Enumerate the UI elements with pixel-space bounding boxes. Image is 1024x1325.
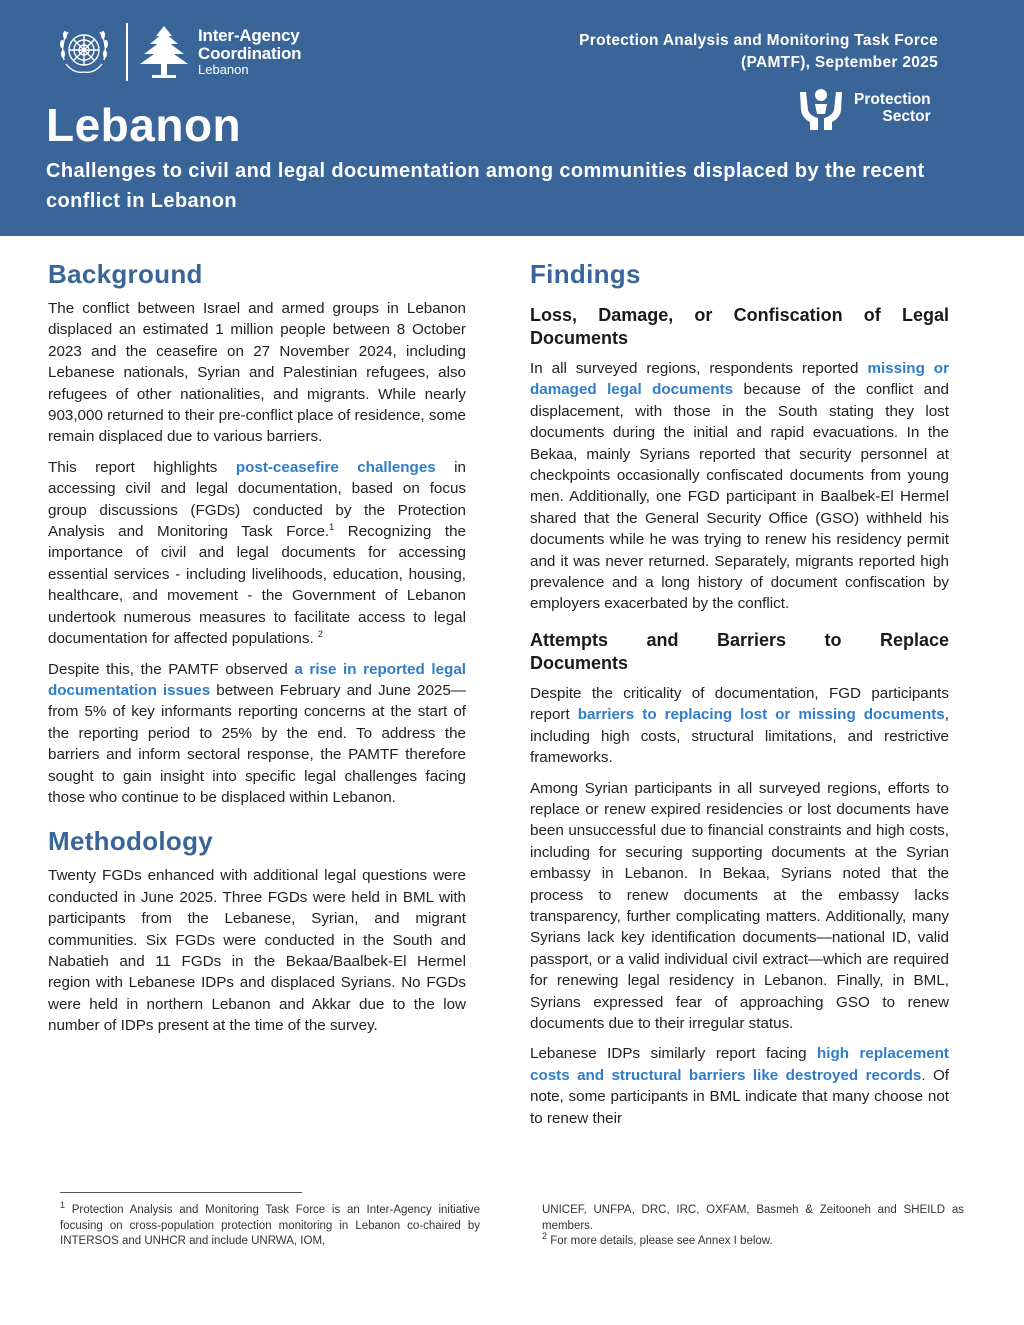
text-span: , including high costs, structural limitations, and restrictive frameworks. — [530, 706, 949, 767]
background-paragraph-2 — [48, 457, 466, 650]
pamtf-label — [579, 30, 938, 74]
footnotes-right — [542, 1203, 964, 1250]
findings-paragraph-3: Among Syrian participants in all surveyed regions, efforts to replace or renew expired residencies or lost documents have been unsuccessful due to financial constraints and high costs, including for securing supporting documents at the Syrian embassy in Lebanon. In Bekaa, Syrians noted that the process to renew documents at the embassy lacks transparency, further complicating matters. Additionally, many Syrians lack key identification documents—national ID, valid passport, or a valid individual civil extract—which are required for renewing legal residency in Lebanon. Finally, in BML, Syrians expressed fear of approaching GSO to renew documents due to their irregular status. — [530, 779, 949, 1032]
logo-group — [52, 22, 301, 82]
right-column — [530, 250, 949, 1138]
report-header — [0, 0, 1024, 236]
methodology-heading: Methodology — [48, 826, 214, 857]
highlight-barriers: barriers to replacing lost or missing documents — [577, 706, 945, 724]
subheading-line: Loss, Damage, or Confiscation of Legal — [530, 305, 949, 325]
pamtf-line2: (PAMTF), September 2025 — [741, 54, 938, 71]
sector-line2: Sector — [882, 108, 931, 125]
text-span: because of the conflict and displacement, with those in the South stating they lost documents during the initial and rapid evacuations. In the Bekaa, mainly Syrians reported that security personnel at checkpoints occasionally confiscated documents from young men. Additionally, one FGD participant in Baalbek-El Hermel shared that the General Security Office (GSO) withheld his documents while he was trying to renew his residency permit and it was never returned. Separately, migrants reported high prevalence and a long history of document confiscation by employers exacerbated by the conflict. — [530, 381, 950, 613]
cedar-tree-icon — [138, 24, 190, 80]
text-span: Lebanese IDPs similarly report facing — [530, 1045, 817, 1063]
sector-line1: Protection — [854, 91, 931, 108]
un-emblem-icon — [52, 20, 116, 84]
protection-hands-icon — [798, 86, 844, 130]
page-title: Lebanon — [46, 99, 242, 151]
highlight-post-ceasefire: post-ceasefire challenges — [235, 458, 436, 476]
footnote-ref-1[interactable]: 1 — [329, 522, 335, 532]
org-line3: Lebanon — [198, 62, 249, 77]
subheading-line: Documents — [530, 328, 629, 348]
iac-logo-text — [198, 27, 301, 77]
left-column — [48, 250, 466, 1046]
text-span: Recognizing the importance of civil and legal documents for accessing essential services - including livelihoods, education, housing, healthcare, and movement - the Government of Lebanon undertook numerous measures to facilitate access to legal documentation for affected populations. — [48, 523, 466, 648]
text-span: . Of note, some participants in BML indicate that many choose not to renew their — [530, 1066, 949, 1127]
footnote-1-left — [60, 1200, 480, 1250]
findings-paragraph-1 — [530, 358, 949, 615]
background-paragraph-3 — [48, 659, 466, 809]
text-span: Despite the criticality of documentation, FGD participants report — [530, 684, 949, 724]
findings-paragraph-4 — [530, 1043, 949, 1129]
protection-sector-logo — [798, 86, 931, 130]
background-heading: Background — [48, 259, 203, 289]
footnote-2 — [542, 1231, 964, 1250]
org-line1: Inter-Agency — [198, 26, 300, 45]
highlight-legal-issues: a rise in reported legal documentation issues — [48, 660, 466, 699]
footnote-number: 2 — [542, 1231, 548, 1242]
findings-heading: Findings — [530, 259, 641, 289]
background-paragraph-1: The conflict between Israel and armed groups in Lebanon displaced an estimated 1 million people between 8 October 2023 and the ceasefire on 27 November 2024, including Lebanese nationals, Syrian and Palestinian refugees, also refugees of other nationalities, and migrants. While nearly 903,000 returned to their pre-conflict place of residence, some remain displaced due to various barriers. — [48, 300, 466, 446]
highlight-missing-documents: missing or damaged legal documents — [530, 360, 949, 399]
footnote-divider — [60, 1192, 302, 1193]
subheading-line: Attempts and Barriers to Replace — [530, 629, 949, 650]
page-subtitle: Challenges to civil and legal documentation among communities displaced by the recent conflict in Lebanon — [46, 160, 925, 212]
highlight-replacement-costs: high replacement costs and structural barriers like destroyed records — [530, 1045, 949, 1084]
text-span: Despite this, the PAMTF observed — [48, 660, 295, 678]
org-line2: Coordination — [198, 44, 302, 63]
footnote-text: Protection Analysis and Monitoring Task Force is an Inter-Agency initiative focusing on cross-population protection monitoring in Lebanon co-chaired by INTERSOS and UNHCR and include UNRWA, IOM, — [60, 1204, 480, 1247]
protection-sector-text — [854, 91, 931, 125]
findings-subheading-2 — [530, 629, 949, 675]
findings-subheading-1 — [530, 304, 949, 350]
findings-paragraph-2 — [530, 683, 949, 769]
footnote-number: 1 — [60, 1200, 66, 1211]
text-span: This report highlights — [48, 458, 236, 476]
footnote-ref-2[interactable]: 2 — [317, 629, 323, 640]
text-span: In all surveyed regions, respondents reported — [530, 360, 868, 377]
pamtf-line1: Protection Analysis and Monitoring Task Force — [579, 32, 938, 49]
methodology-paragraph: Twenty FGDs enhanced with additional legal questions were conducted in June 2025. Three FGDs were held in BML with participants from the Lebanese, Syrian, and migrant communities. Six FGDs were conducted in the South and Nabatieh and 11 FGDs in the Bekaa/Baalbek-El Hermel region with Lebanese IDPs and displaced Syrians. No FGDs were held in northern Lebanon and Akkar due to the low number of IDPs present at the time of the survey. — [48, 867, 466, 1035]
footnote-text: For more details, please see Annex I below. — [547, 1235, 773, 1247]
logo-divider — [126, 23, 128, 81]
subheading-line: Documents — [530, 652, 629, 673]
text-span: in accessing civil and legal documentation, based on focus group discussions (FGDs) conducted by the Protection Analysis and Monitoring Task Force. — [48, 458, 466, 541]
text-span: between February and June 2025—from 5% of key informants reporting concerns at the start of the reporting period to 25% by the end. To address the barriers and inform sectoral response, the PAMTF therefore sought to gain insight into specific legal challenges facing those who continue to be displaced within Lebanon. — [48, 681, 466, 806]
footnote-1-continued: UNICEF, UNFPA, DRC, IRC, OXFAM, Basmeh & Zeitooneh and SHEILD as members. — [542, 1204, 964, 1232]
